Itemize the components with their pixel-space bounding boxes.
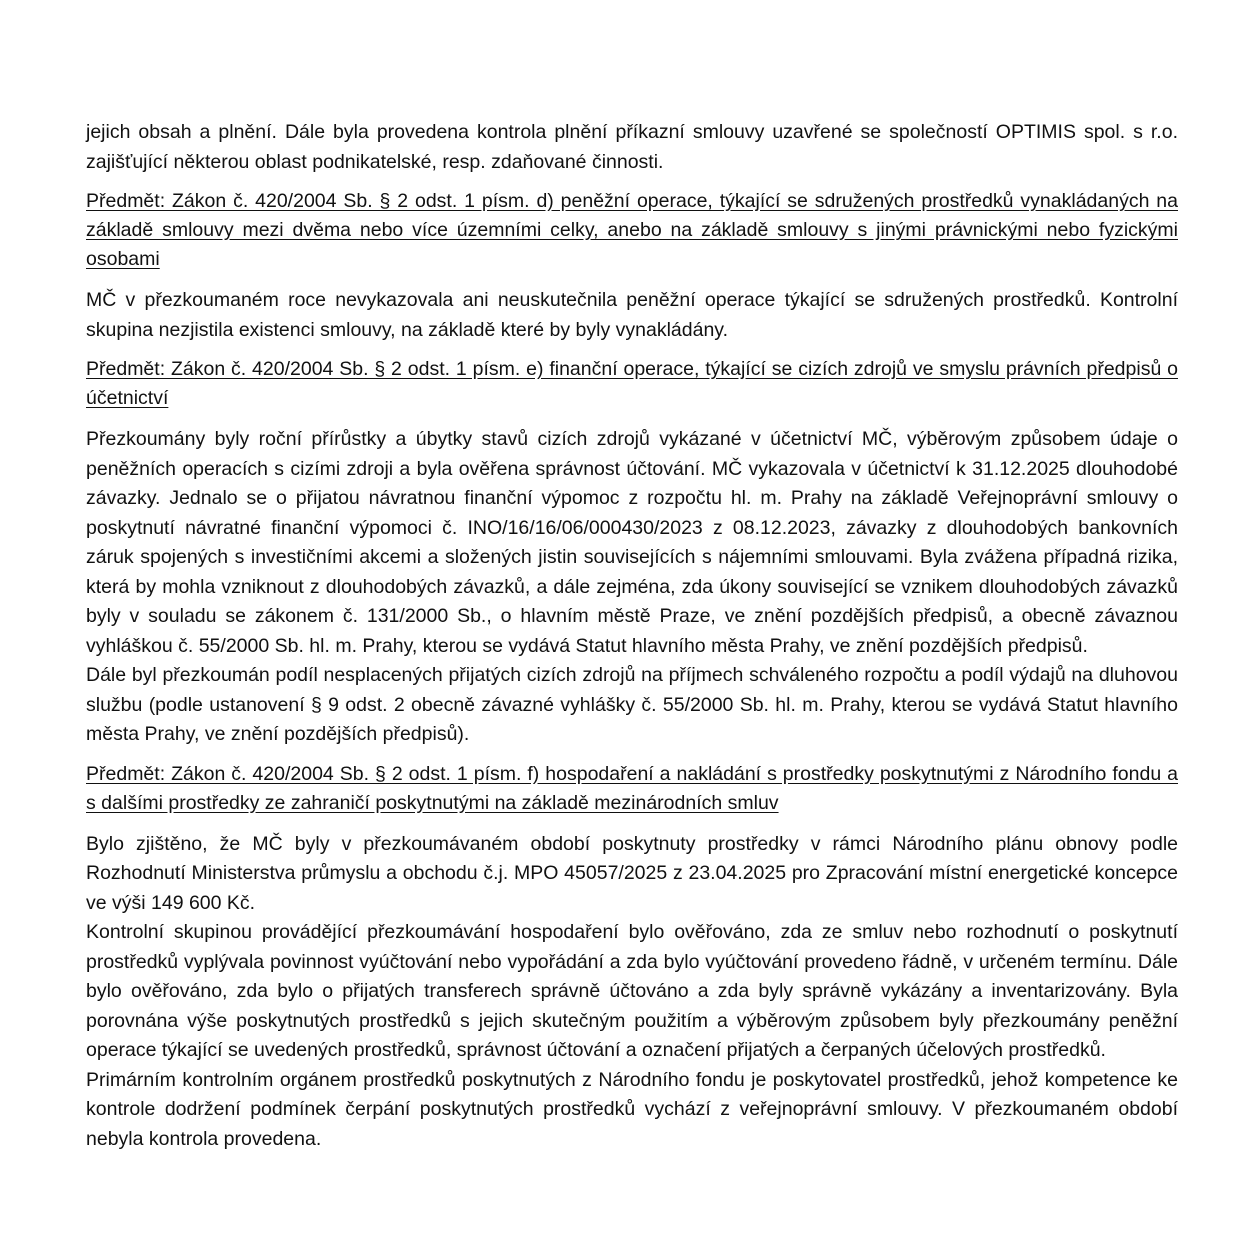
- section-heading-f: Předmět: Zákon č. 420/2004 Sb. § 2 odst. 1 písm. f) hospodaření a nakládání s prostředky poskytnutými z Národního fondu a s dalšími prostředky ze zahraničí poskytnutými na základě mezinárodních smluv: [86, 762, 1178, 814]
- section-e-paragraph-1: Přezkoumány byly roční přírůstky a úbytky stavů cizích zdrojů vykázané v účetnictví MČ, výběrovým způsobem údaje o peněžních operacích s cizími zdroji a byla ověřena správnost účtování. MČ vykazovala v účetnictví k 31.12.2025 dlouhodobé závazky. Jednalo se o přijatou návratnou finanční výpomoc z rozpočtu hl. m. Prahy na základě Veřejnoprávní smlouvy o poskytnutí návratné finanční výpomoci č. INO/16/16/06/000430/2023 z 08.12.2023, závazky z dlouhodobých bankovních záruk spojených s investičními akcemi a složených jistin souvisejících s nájemními smlouvami. Byla zvážena případná rizika, která by mohla vzniknout z dlouhodobých závazků, a dále zejména, zda úkony související se vznikem dlouhodobých závazků byly v souladu se zákonem č. 131/2000 Sb., o hlavním městě Praze, ve znění pozdějších předpisů, a obecně závaznou vyhláškou č. 55/2000 Sb. hl. m. Prahy, kterou se vydává Statut hlavního města Prahy, ve znění pozdějších předpisů.: [86, 428, 1178, 657]
- section-e-paragraph-2: Dále byl přezkoumán podíl nesplacených přijatých cizích zdrojů na příjmech schváleného rozpočtu a podíl výdajů na dluhovou službu (podle ustanovení § 9 odst. 2 obecně závazné vyhlášky č. 55/2000 Sb. hl. m. Prahy, kterou se vydává Statut hlavního města Prahy, ve znění pozdějších předpisů).: [86, 664, 1178, 745]
- document-page: [86, 118, 1178, 1154]
- section-heading-d: Předmět: Zákon č. 420/2004 Sb. § 2 odst. 1 písm. d) peněžní operace, týkající se sdružených prostředků vynakládaných na základě smlouvy mezi dvěma nebo více územními celky, anebo na základě smlouvy s jinými právnickými nebo fyzickými osobami: [86, 190, 1178, 270]
- section-f-paragraph-1: Bylo zjištěno, že MČ byly v přezkoumávaném období poskytnuty prostředky v rámci Národního plánu obnovy podle Rozhodnutí Ministerstva průmyslu a obchodu č.j. MPO 45057/2025 z 23.04.2025 pro Zpracování místní energetické koncepce ve výši 149 600 Kč.: [86, 832, 1178, 914]
- section-f-paragraph-3: Primárním kontrolním orgánem prostředků poskytnutých z Národního fondu je poskytovatel prostředků, jehož kompetence ke kontrole dodržení podmínek čerpání poskytnutých prostředků vychází z veřejnoprávní smlouvy. V přezkoumaném období nebyla kontrola provedena.: [86, 1068, 1178, 1150]
- section-heading-e: Předmět: Zákon č. 420/2004 Sb. § 2 odst. 1 písm. e) finanční operace, týkající se cizích zdrojů ve smyslu právních předpisů o účetnictví: [86, 358, 1178, 409]
- section-f-paragraph-2: Kontrolní skupinou provádějící přezkoumávání hospodaření bylo ověřováno, zda ze smluv nebo rozhodnutí o poskytnutí prostředků vyplývala povinnost vyúčtování nebo vypořádání a zda bylo vyúčtování provedeno řádně, v určeném termínu. Dále bylo ověřováno, zda bylo o přijatých transferech správně účtováno a zda byly správně vykázány a inventarizovány. Byla porovnána výše poskytnutých prostředků s jejich skutečným použitím a výběrovým způsobem byly přezkoumány peněžní operace týkající se uvedených prostředků, správnost účtování a označení přijatých a čerpaných účelových prostředků.: [86, 921, 1178, 1061]
- section-d-paragraph: MČ v přezkoumaném roce nevykazovala ani neuskutečnila peněžní operace týkající se sdružených prostředků. Kontrolní skupina nezjistila existenci smlouvy, na základě které by byly vynakládány.: [86, 289, 1178, 341]
- intro-paragraph: jejich obsah a plnění. Dále byla provedena kontrola plnění příkazní smlouvy uzavřené se společností OPTIMIS spol. s r.o. zajišťující některou oblast podnikatelské, resp. zdaňované činnosti.: [86, 121, 1178, 173]
